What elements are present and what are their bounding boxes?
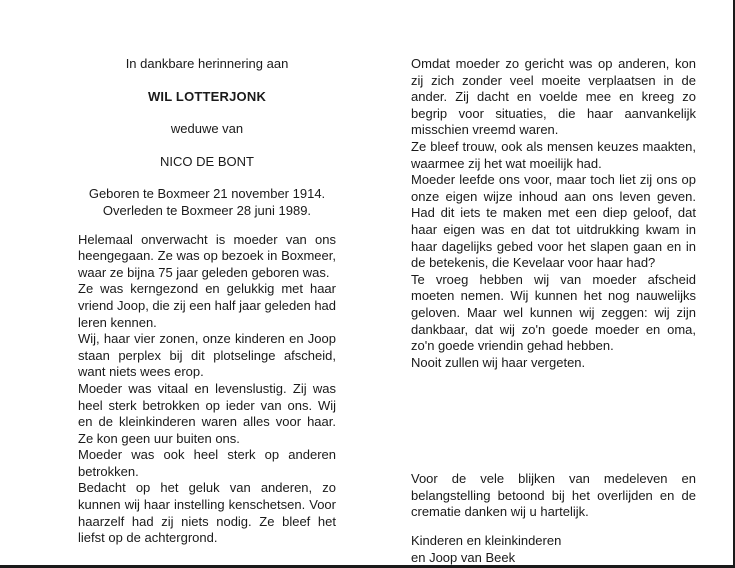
right-column	[411, 56, 696, 566]
paragraph: Omdat moeder zo gericht was op anderen, kon zij zich zonder veel moeite verplaatsen in de ander. Zij dacht en voelde mee en kreeg zo begrip voor situaties, die haar aanvankelijk misschien vreemd waren.	[411, 56, 696, 138]
paragraph: Nooit zullen wij haar vergeten.	[411, 354, 586, 370]
intro-text: In dankbare herinnering aan	[125, 56, 289, 71]
signature-line: Kinderen en kleinkinderen	[411, 533, 562, 549]
paragraph: Moeder was vitaal en levenslustig. Zij was heel sterk betrokken op ieder van ons. Wij en de kleinkinderen waren alles voor haar. Ze kon geen uur buiten ons.	[78, 380, 336, 446]
birth-line: Geboren te Boxmeer 21 november 1914.	[88, 186, 326, 202]
deceased-name: WIL LOTTERJONK	[147, 88, 267, 104]
paragraph: Helemaal onverwacht is moeder van ons heengegaan. Ze was op bezoek in Boxmeer, waar ze bijna 75 jaar geleden geboren was.	[78, 231, 336, 280]
spouse-name: NICO DE BONT	[160, 153, 254, 169]
paragraph: Te vroeg hebben wij van moeder afscheid moeten nemen. Wij kunnen het nog nauwelijks geloven. Maar wel kunnen wij zeggen: wij zijn dankbaar, dat wij zo'n goede moeder en oma, zo'n goede vriendin gehad hebben.	[411, 271, 696, 354]
paragraph: Bedacht op het geluk van anderen, zo kunnen wij haar instelling kenschetsen. Voor haarzelf had zij niets nodig. Ze bleef het liefst op de achtergrond.	[78, 480, 336, 546]
paragraph: Moeder was ook heel sterk op anderen betrokken.	[78, 447, 336, 479]
signature-line: en Joop van Beek	[411, 549, 516, 565]
left-column	[78, 56, 336, 547]
death-line: Overleden te Boxmeer 28 juni 1989.	[102, 202, 312, 218]
paragraph: Ze was kerngezond en gelukkig met haar vriend Joop, die zij een half jaar geleden had leren kennen.	[78, 281, 337, 330]
paragraph: Moeder leefde ons voor, maar toch liet zij ons op onze eigen wijze inhoud aan ons leven geven. Had dit iets te maken met een diep geloof, dat haar eigen was en dat tot uitdrukking kwam in haar dagelijks gebed voor het slapen gaan en in de betekenis, die Kevelaar voor haar had?	[411, 172, 696, 271]
thanks-text: Voor de vele blijken van medeleven en belangstelling betoond bij het overlijden en de crematie danken wij u hartelijk.	[411, 471, 696, 520]
widow-of-text: weduwe van	[170, 121, 244, 137]
paragraph: Ze bleef trouw, ook als mensen keuzes maakten, waarmee zij het wat moeilijk had.	[411, 138, 696, 171]
paragraph: Wij, haar vier zonen, onze kinderen en Joop staan perplex bij dit plotselinge afscheid, want niets wees erop.	[78, 331, 336, 380]
